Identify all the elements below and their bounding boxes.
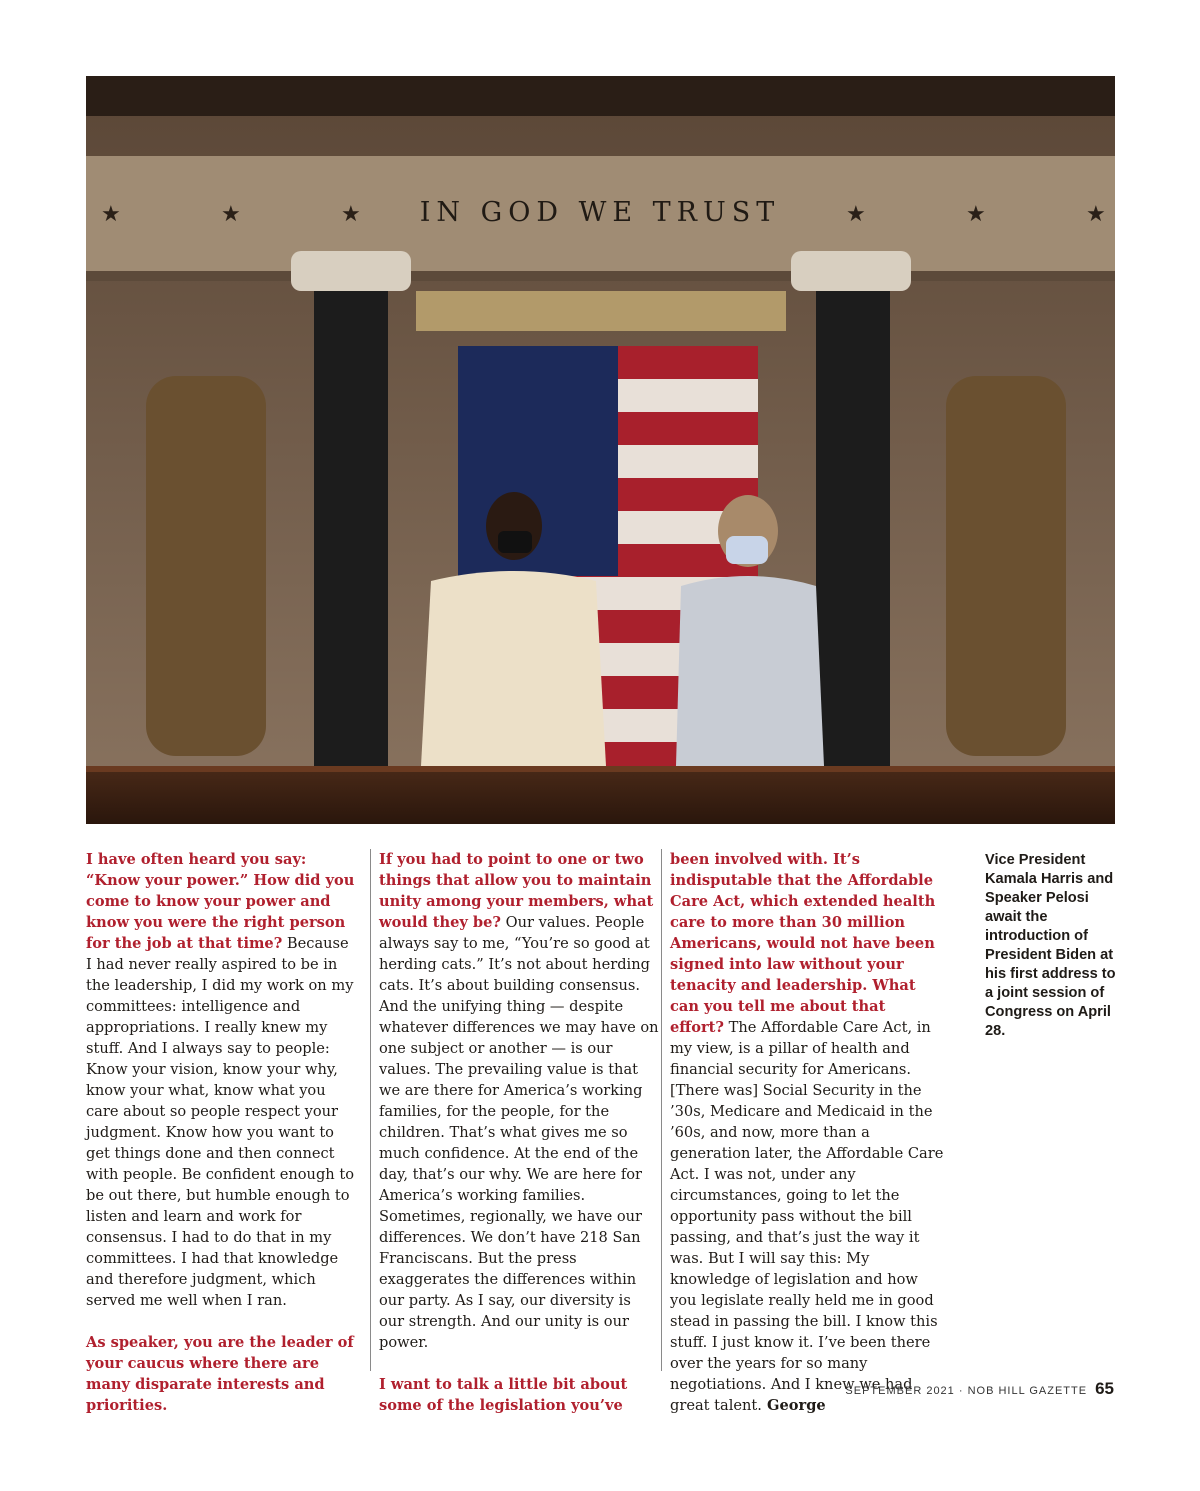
motto-inscription: IN GOD WE TRUST xyxy=(419,197,781,228)
svg-text:★: ★ xyxy=(846,201,866,226)
question-3-start: I want to talk a little bit about some of the legislation you’ve xyxy=(379,1376,628,1414)
qa-block-5 xyxy=(670,849,944,1416)
answer-3-continued: George xyxy=(761,1397,826,1414)
svg-text:★: ★ xyxy=(966,201,986,226)
qa-block-1 xyxy=(86,849,358,1311)
qa-block-3 xyxy=(379,849,659,1353)
article-column-1 xyxy=(86,849,358,1437)
photo-caption: Vice President Kamala Harris and Speaker Pelosi await the introduction of President Biden at his first address to a joint session of Congress on April 28. xyxy=(985,852,1116,1039)
fasces-left xyxy=(146,376,266,756)
photo-house-chamber xyxy=(86,76,1115,824)
question-3-end: been involved with. It’s indisputable that the Affordable Care Act, which extended health care to more than 30 million Americans, would not have been signed into law without your tenacity and leadership. What can you tell me about that effort? xyxy=(670,851,936,1036)
answer-3: The Affordable Care Act, in my view, is a pillar of health and financial security for Americans. [There was] Social Security in the ’30s, Medicare and Medicaid in the ’60s, and now, more than a generation later, the Affordable Care Act. I was not, under any circumstances, going to let the opportunity pass without the bill passing, and that’s just the way it was. But I will say this: My knowledge of legislation and how you legislate really held me in good stead in passing the bill. I know this stuff. I just know it. I’ve been there over the years for so many negotiations. And I knew we had great talent. xyxy=(670,1019,944,1414)
qa-block-4 xyxy=(379,1374,659,1416)
question-1: I have often heard you say: “Know your power.” How did you come to know your power and know you were the right person for the job at that time? xyxy=(86,851,355,952)
qa-block-2 xyxy=(86,1332,358,1416)
svg-text:★: ★ xyxy=(341,201,361,226)
svg-text:★: ★ xyxy=(1086,201,1106,226)
page-footer xyxy=(845,1379,1114,1399)
svg-text:★: ★ xyxy=(221,201,241,226)
fasces-right xyxy=(946,376,1066,756)
issue-line: SEPTEMBER 2021 · NOB HILL GAZETTE xyxy=(845,1385,1088,1397)
answer-1: Because I had never really aspired to be in the leadership, I did my work on my committees: intelligence and appropriations. I really knew my stuff. And I always say to people: Know your vision, know your why, know your what, know what you care about so people respect your judgment. Know how you want to get things done and then connect with people. Be confident enough to be out there, but humble enough to listen and learn and work for consensus. I had to do that in my committees. I had that knowledge and therefore judgment, which served me well when I ran. xyxy=(86,935,354,1309)
svg-text:★: ★ xyxy=(101,201,121,226)
photo-illustration xyxy=(86,76,1115,824)
answer-2: Our values. People always say to me, “You’re so good at herding cats.” It’s not about herding cats. It’s about building consensus. And the unifying thing — despite whatever differences we may have on one subject or another — is our values. The prevailing value is that we are there for America’s working families, for the people, for the children. That’s what gives me so much confidence. At the end of the day, that’s our why. We are here for America’s working families. Sometimes, regionally, we have our differences. We don’t have 218 San Franciscans. But the press exaggerates the differences within our party. As I say, our diversity is our strength. And our unity is our power. xyxy=(379,914,659,1351)
question-2-end: If you had to point to one or two things that allow you to maintain unity among your members, what would they be? xyxy=(379,851,654,931)
question-2-start: As speaker, you are the leader of your caucus where there are many disparate interests and priorities. xyxy=(86,1334,354,1414)
article-column-3 xyxy=(661,849,944,1414)
page-number: 65 xyxy=(1095,1379,1114,1398)
article-column-2 xyxy=(370,849,659,1414)
